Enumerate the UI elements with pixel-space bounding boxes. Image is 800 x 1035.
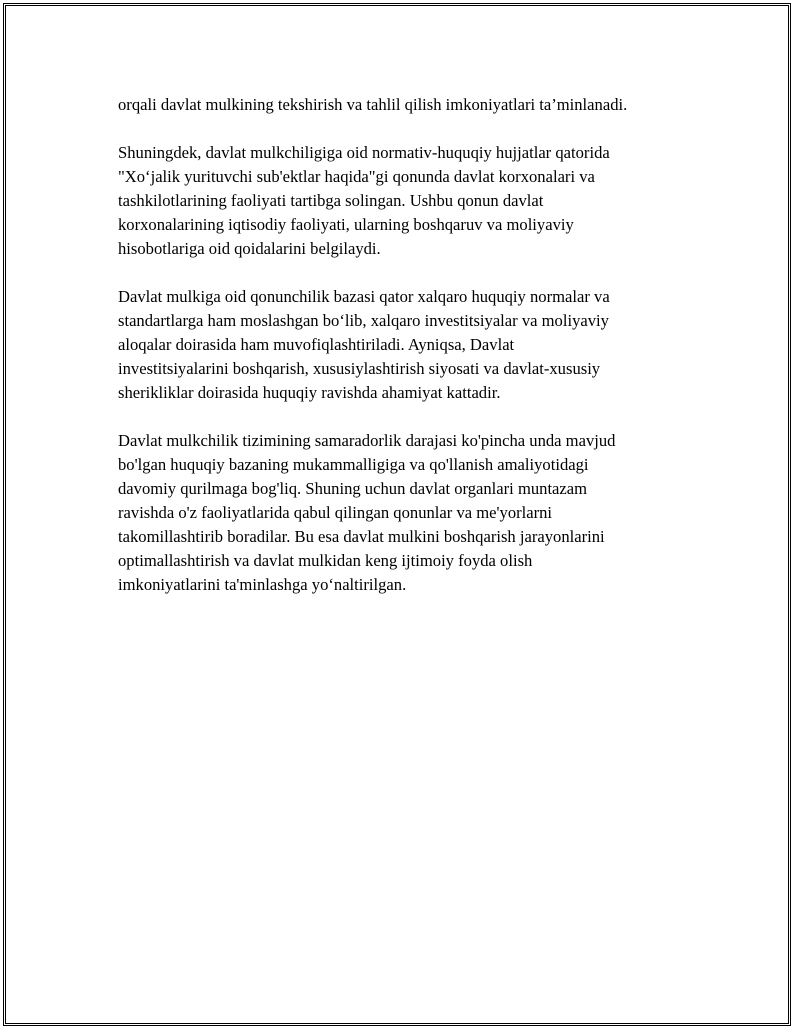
text-line: bo'lgan huquqiy bazaning mukammalligiga va qo'llanish amaliyotidagi (118, 455, 589, 474)
document-body (118, 93, 698, 621)
paragraph-4 (118, 429, 698, 597)
text-line: Shuningdek, davlat mulkchiligiga oid normativ-huquqiy hujjatlar qatorida (118, 143, 610, 162)
text-line: orqali davlat mulkining tekshirish va tahlil qilish imkoniyatlari ta’minlanadi. (118, 95, 628, 114)
text-line: "Xo‘jalik yurituvchi sub'ektlar haqida"gi qonunda davlat korxonalari va (118, 167, 595, 186)
text-line: investitsiyalarini boshqarish, xususiylashtirish siyosati va davlat-xususiy (118, 359, 601, 378)
text-line: hisobotlariga oid qoidalarini belgilaydi. (118, 239, 381, 258)
text-line: standartlarga ham moslashgan bo‘lib, xalqaro investitsiyalar va moliyaviy (118, 311, 609, 330)
paragraph-2 (118, 141, 698, 261)
text-line: davomiy qurilmaga bog'liq. Shuning uchun davlat organlari muntazam (118, 479, 588, 498)
text-line: tashkilotlarining faoliyati tartibga solingan. Ushbu qonun davlat (118, 191, 544, 210)
text-line: ravishda o'z faoliyatlarida qabul qilingan qonunlar va me'yorlarni (118, 503, 553, 522)
text-line: korxonalarining iqtisodiy faoliyati, ularning boshqaruv va moliyaviy (118, 215, 574, 234)
text-line: optimallashtirish va davlat mulkidan keng ijtimoiy foyda olish (118, 551, 533, 570)
text-line: Davlat mulkiga oid qonunchilik bazasi qator xalqaro huquqiy normalar va (118, 287, 610, 306)
text-line: Davlat mulkchilik tizimining samaradorlik darajasi ko'pincha unda mavjud (118, 431, 616, 450)
text-line: sherikliklar doirasida huquqiy ravishda ahamiyat kattadir. (118, 383, 501, 402)
text-line: takomillashtirib boradilar. Bu esa davlat mulkini boshqarish jarayonlarini (118, 527, 605, 546)
text-line: imkoniyatlarini ta'minlashga yo‘naltirilgan. (118, 575, 407, 594)
text-line: aloqalar doirasida ham muvofiqlashtiriladi. Ayniqsa, Davlat (118, 335, 515, 354)
paragraph-3 (118, 285, 698, 405)
paragraph-1 (118, 93, 698, 117)
